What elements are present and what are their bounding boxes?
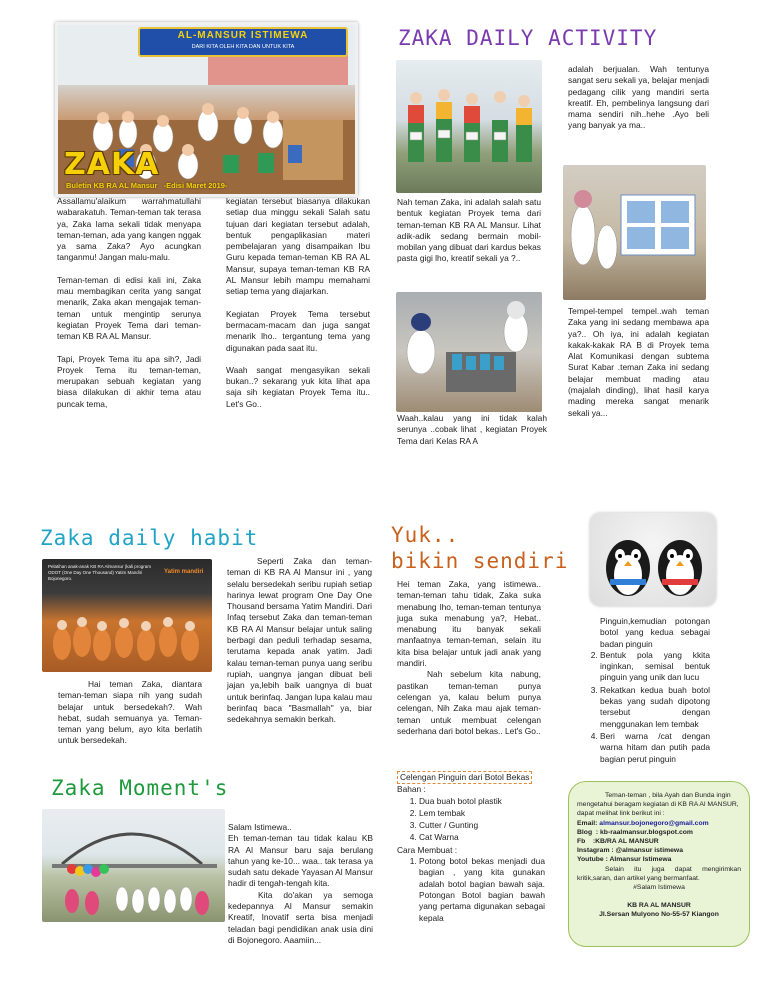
habit-photo-caption: Pelatihan anak-anak KB RA Almansur (kali program ODOT (One Day One Thousand) Yatim Mandiri Bojonegoro. <box>48 564 152 581</box>
moments-title: Zaka Moment's <box>51 776 229 800</box>
diy-intro-para-2: Nah sebelum kita nabung, pastikan teman-teman punya celengan ya, kalau belum punya celengan, Nih Zaka mau ajak teman-teman untuk membuat celengan sederhana dari botol bekas.. Let's Go.. <box>397 669 541 736</box>
masthead-subtitle: Buletin KB RA AL Mansur -Edisi Maret 2019- <box>66 181 228 190</box>
moments-photo <box>42 809 225 922</box>
penguin-bank-photo <box>590 513 716 606</box>
info-address: Jl.Sersan Mulyono No-55-57 Kiangon <box>599 911 719 919</box>
info-closing: Selain itu juga dapat mengirimkan kritik,saran, dan artikel yang bermanfaat. <box>577 865 741 882</box>
cara-label: Cara Membuat : <box>397 844 458 855</box>
intro-column-1 <box>57 196 201 421</box>
activity-caption-2: Waah..kalau yang ini tidak kalah serunya ..cobak lihat , kegiatan Proyek Tema dari Kelas RA A <box>397 413 547 446</box>
info-org: KB RA AL MANSUR <box>627 902 691 910</box>
masthead-logo: ZAKA <box>64 147 160 182</box>
intro-para: Assallamu'alaikum warrahmatullahi wabarakatuh. Teman-teman tak terasa ya, Zaka lama sekali tidak menyapa teman-teman, ada yang kangen nggak ya sama Zaka? Ayo acungkan tanganmu! Jangan malu-malu. <box>57 196 201 263</box>
bahan-item: 2. Lem tembak <box>419 808 545 819</box>
moments-para-1: Eh teman-teman tau tidak kalau KB RA Al Mansur baru saja berulang tahun yang ke-10... waa.. tak terasa ya sudah satu dekade Yayasan Al Mansur hadir di tengah-tengah kita. <box>228 833 373 889</box>
diy-intro-para-1: Hei teman Zaka, yang istimewa.. teman-teman tahu tidak, Zaka suka menabung lho, teman-teman tentunya juga suka menabung ya?, Hebat.. menabung itu banyak sekali manfaatnya teman-teman, selain itu kita bisa belajar untuk jadi anak yang mandiri. <box>397 579 541 669</box>
info-blog[interactable]: Blog : kb-raalmansur.blogspot.com <box>577 828 693 836</box>
cara-step: 4. Beri warna /cat dengan warna hitam dan putih pada bagian perut pinguin <box>600 731 710 765</box>
banner-subtext: DARI KITA OLEH KITA DAN UNTUK KITA <box>191 44 295 50</box>
moments-text <box>228 822 373 946</box>
diy-intro <box>397 579 541 737</box>
market-illustration <box>396 292 542 412</box>
info-intro: Teman-teman , bila Ayah dan Bunda ingin mengetahui beragam kegiatan di KB RA Al MANSUR, dapat melihat link berikut ini : <box>577 792 739 818</box>
info-instagram[interactable]: Instagram : @almansur istimewa <box>577 847 683 855</box>
cara-step: 1. Potong botol bekas menjadi dua bagian , yang kita gunakan adalah botol bagian bawah saja. Potongan Botol bagian bawah yang pertama digunakan sebagai kepala <box>419 856 545 924</box>
daily-activity-title: ZAKA DAILY ACTIVITY <box>398 26 658 50</box>
activity-caption-1: Nah teman Zaka, ini adalah salah satu bentuk kegiatan Proyek tema dari teman-teman KB RA AL Mansur. Lihat adik-adik sedang bermain mobil-mobilan yang dibuat dari kardus bekas pasta gigi lho, kreatif sekali ya ?.. <box>397 197 541 264</box>
diy-title <box>391 522 568 574</box>
intro-para: Tapi, Proyek Tema itu apa sih?, Jadi Proyek Tema itu teman-teman, merupakan sebuah kegiatan yang biasa dilakukan di akhir tema atau puncak tema, <box>57 353 201 409</box>
info-youtube[interactable]: Youtube : Almansur Istimewa <box>577 856 672 864</box>
daily-habit-title: Zaka daily habit <box>40 526 259 550</box>
moments-greeting: Salam Istimewa.. <box>228 822 292 832</box>
info-email-label: Email: <box>577 819 598 827</box>
bahan-label: Bahan : <box>397 784 426 795</box>
toy-cars-illustration <box>396 60 542 193</box>
activity-side-text-2: Tempel-tempel tempel..wah teman Zaka yang ini sedang membawa apa ya?.. Oh iya, ini adalah kegiatan kakak-kakak RA B di Proyek tema Alat Komunikasi dengan subtema Surat Kabar .teman Zaka ini sedang belajar membuat mading atau (majalah dinding), lihat hasil karya mading mereka sangat menarik sekali ya... <box>568 306 709 418</box>
info-box <box>568 781 750 947</box>
anniversary-illustration <box>42 809 225 922</box>
bahan-item: 1. Dua buah botol plastik <box>419 796 545 807</box>
activity-photo-market <box>396 292 542 412</box>
habit-photo <box>42 559 212 672</box>
cara-list-rest <box>578 650 710 765</box>
cara-list <box>397 856 545 924</box>
diy-title-line-1: Yuk.. <box>391 523 460 547</box>
info-facebook[interactable]: Fb :KB/RA AL MANSUR <box>577 838 659 846</box>
cara-step-continued: Pinguin,kemudian potongan botol yang kedua sebagai badan pinguin <box>600 616 710 649</box>
bahan-list <box>397 796 545 844</box>
diy-instructions <box>397 771 545 925</box>
intro-para: kegiatan tersebut biasanya dilakukan setiap dua minggu sekali Salah satu tujuan dari kegiatan tersebut adalah, bentuk pengaplikasian materi pembelajaran yang disampaikan Ibu Guru kepada teman-teman KB RA AL Mansur, supaya teman-teman KB RA AL Mansur lebih mampu memahami setiap tema yang diajarkan. <box>226 196 370 297</box>
activity-photo-toy-cars <box>396 60 542 193</box>
mading-illustration <box>563 165 706 300</box>
cara-step: 3. Rekatkan kedua buah botol bekas yang sudah dipotong tersebut dengan menggunakan lem tembak <box>600 685 710 730</box>
activity-side-text-1: adalah berjualan. Wah tentunya sangat seru sekali ya, belajar menjadi pedagang cilik yang mandiri serta kreatif. Eh, pembelinya langsung dari mama sendiri nih..hehe .Ayo beli yang banyak ya ma.. <box>568 64 709 131</box>
intro-para: Waah sangat mengasyikan sekali bukan..? sekarang yuk kita lihat apa saja sih kegiatan Proyek Tema itu.. Let's Go.. <box>226 364 370 409</box>
cara-step: 2. Bentuk pola yang kkita inginkan, semisal bentuk pinguin yang unik dan lucu <box>600 650 710 684</box>
masthead-banner <box>138 27 348 57</box>
email-link[interactable]: almansur.bojonegoro@gmail.com <box>599 819 709 827</box>
bahan-item: 3. Cutter / Gunting <box>419 820 545 831</box>
intro-para: Teman-teman di edisi kali ini, Zaka mau membagikan cerita yang sangat menarik, Zaka akan mengajak teman-teman untuk mengintip serunya kegiatan Proyek Tema dari teman-teman KB RA AL Mansur. <box>57 274 201 342</box>
activity-photo-mading <box>563 165 706 300</box>
yatim-mandiri-logo: Yatim mandiri <box>164 569 204 575</box>
intro-para: Kegiatan Proyek Tema tersebut bermacam-macam dan juga sangat menarik lho.. tergantung tema yang digunakan pada saat itu. <box>226 308 370 353</box>
habit-caption: Hai teman Zaka, diantara teman-teman siapa nih yang sudah belajar untuk bersedekah?. Wah hebat, sudah semuanya ya. Teman-teman yang belum, ayo kita berlatih untuk bersedekah. <box>58 679 202 746</box>
masthead-photo <box>55 22 358 197</box>
diy-title-line-2: bikin sendiri <box>391 549 569 573</box>
info-email-row <box>577 819 741 828</box>
habit-body: Seperti Zaka dan teman-teman di KB RA Al Mansur ini , yang selalu bersedekah seribu rupiah setiap harinya lewat program One Day One Thousand bersama Yatim Mandiri. Dari Infaq tersebut Zaka dan teman-teman KB RA Al Mansur belajar untuk saling berbagi dan peduli terhadap sesama, terutama kepada anak yatim. Jadi kalau teman-teman punya uang seribu rupiah, uangnya jangan dibuat beli jajan ya,lebih baik uangnya di buat untuk berinfaq. Jangan lupa kalau mau berinfaq baca "Basmallah" ya, biar sedekahnya semakin berkah. <box>227 556 372 725</box>
moments-para-2: Kita do'akan ya semoga kedepannya Al Mansur semakin Kreatif, Inovatif serta bisa menjadi teladan bagi pendidikan anak usia dini di Bojonegoro. Aaamiin... <box>228 889 373 945</box>
intro-column-2 <box>226 196 370 421</box>
craft-title: Celengan Pinguin dari Botol Bekas <box>397 771 532 784</box>
bahan-item: 4. Cat Warna <box>419 832 545 843</box>
info-hashtag: #Salam Istimewa <box>633 884 685 892</box>
diy-steps-continued <box>578 616 710 766</box>
banner-text: AL-MANSUR ISTIMEWA <box>177 30 309 41</box>
penguin-illustration <box>590 513 716 606</box>
